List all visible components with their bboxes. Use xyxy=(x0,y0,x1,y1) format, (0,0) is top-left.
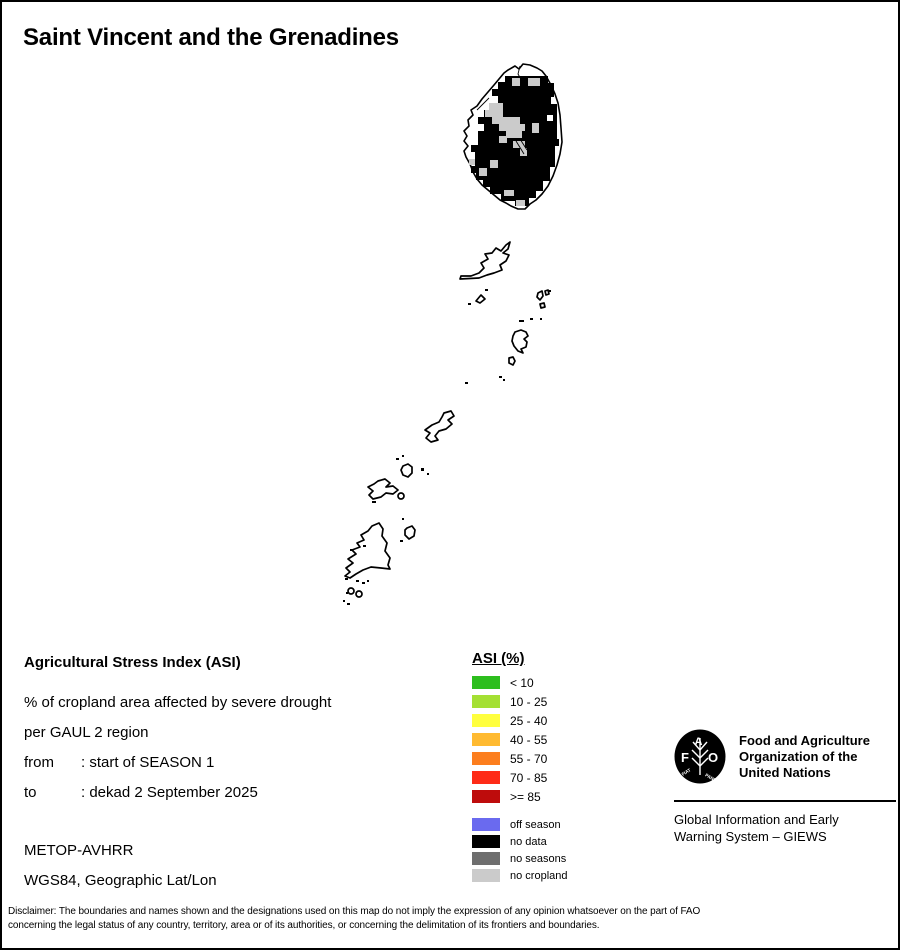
petit-st-vincent-island xyxy=(348,588,354,594)
tobago-cays-islet xyxy=(401,464,412,477)
disclaimer-line1: Disclaimer: The boundaries and names shown and the designations used on this map do not imply the expression of any opinion whatsoever on the part of FAO xyxy=(8,906,701,917)
sensor-label: METOP-AVHRR xyxy=(24,842,134,859)
legend-label: >= 85 xyxy=(510,789,541,804)
legend-swatch xyxy=(472,714,500,727)
saint-vincent-island xyxy=(464,64,562,209)
legend-swatch xyxy=(472,818,500,831)
legend-swatch xyxy=(472,869,500,882)
canouan-island xyxy=(425,411,454,442)
legend-title: ASI (%) xyxy=(472,650,525,667)
from-value: : start of SEASON 1 xyxy=(81,754,215,771)
petit-mustique-island xyxy=(509,357,515,365)
mustique-island xyxy=(512,330,528,353)
legend-swatch xyxy=(472,771,500,784)
legend-row xyxy=(472,850,568,867)
legend-label: 70 - 85 xyxy=(510,770,548,785)
asi-description-line1: % of cropland area affected by severe drought xyxy=(24,694,332,711)
legend-swatch xyxy=(472,852,500,865)
map-info-block xyxy=(24,654,331,896)
palm-island xyxy=(405,526,415,539)
legend-swatch xyxy=(472,752,500,765)
brand-divider xyxy=(674,800,896,802)
disclaimer-text xyxy=(8,905,896,933)
islet xyxy=(540,303,545,308)
fao-logo-letter-f: F xyxy=(681,750,689,765)
legend-row xyxy=(472,730,568,749)
period-to-line xyxy=(24,778,331,808)
giews-label xyxy=(674,811,896,845)
fao-logo-icon xyxy=(674,729,726,784)
fao-logo-letter-a: A xyxy=(694,736,703,748)
legend-row xyxy=(472,749,568,768)
legend-row xyxy=(472,768,568,787)
giews-line2: Warning System – GIEWS xyxy=(674,829,827,844)
legend-label: 25 - 40 xyxy=(510,713,548,728)
page-title: Saint Vincent and the Grenadines xyxy=(23,24,399,51)
legend-label: < 10 xyxy=(510,675,534,690)
legend-label: no cropland xyxy=(510,869,568,882)
legend-row xyxy=(472,711,568,730)
islet xyxy=(398,493,404,499)
legend-row xyxy=(472,787,568,806)
battowia-island xyxy=(537,291,543,300)
period-from-line xyxy=(24,748,331,778)
asi-legend xyxy=(472,650,568,884)
legend-label: 10 - 25 xyxy=(510,694,548,709)
legend-row xyxy=(472,692,568,711)
legend-label: 55 - 70 xyxy=(510,751,548,766)
fao-name-line1: Food and Agriculture xyxy=(739,733,870,748)
to-label: to xyxy=(24,784,37,801)
legend-swatch xyxy=(472,790,500,803)
fao-name-line3: United Nations xyxy=(739,765,831,780)
legend-row xyxy=(472,673,568,692)
legend-row xyxy=(472,816,568,833)
islet xyxy=(476,295,485,303)
fao-organization-name xyxy=(739,729,870,781)
legend-swatch xyxy=(472,733,500,746)
legend-label: off season xyxy=(510,818,561,831)
fao-logo-letter-o: O xyxy=(708,750,719,765)
fao-motto-fiat: FIAT xyxy=(680,767,692,777)
fao-branding-block xyxy=(674,729,896,845)
asi-description-line2: per GAUL 2 region xyxy=(24,724,149,741)
fao-name-line2: Organization of the xyxy=(739,749,858,764)
fao-motto-panis: PANIS xyxy=(704,772,719,784)
legend-swatch xyxy=(472,676,500,689)
grenadines-islands xyxy=(345,242,549,597)
legend-row xyxy=(472,867,568,884)
disclaimer-line2: concerning the legal status of any country, territory, area or of its authorities, or concerning the delimitation of its frontiers and boundaries. xyxy=(8,920,600,931)
baliceaux-island xyxy=(545,290,549,295)
archipelago-map xyxy=(2,2,900,652)
legend-label: no data xyxy=(510,835,547,848)
from-label: from xyxy=(24,754,54,771)
islet xyxy=(356,591,362,597)
sea-hole-pixel xyxy=(547,115,553,121)
legend-row xyxy=(472,833,568,850)
legend-swatch xyxy=(472,695,500,708)
legend-label: 40 - 55 xyxy=(510,732,548,747)
bequia-island xyxy=(460,242,510,279)
asi-heading: Agricultural Stress Index (ASI) xyxy=(24,654,241,671)
legend-swatch xyxy=(472,835,500,848)
to-value: : dekad 2 September 2025 xyxy=(81,784,258,801)
giews-line1: Global Information and Early xyxy=(674,812,839,827)
mayreau-island xyxy=(368,479,398,499)
projection-label: WGS84, Geographic Lat/Lon xyxy=(24,872,217,889)
legend-label: no seasons xyxy=(510,852,567,865)
